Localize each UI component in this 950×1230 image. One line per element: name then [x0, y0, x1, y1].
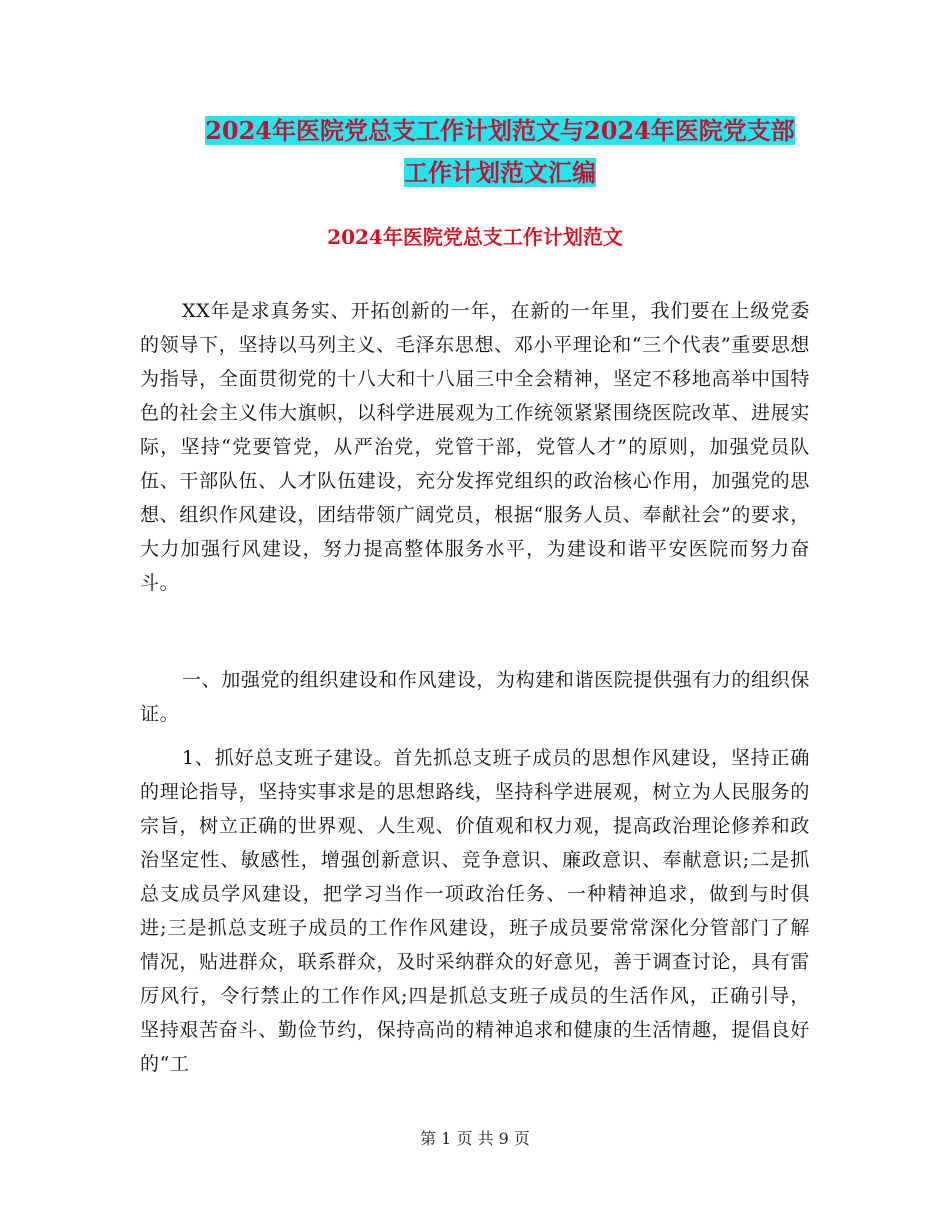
title-highlight-2: 工作计划范文汇编 — [404, 158, 596, 187]
title-highlight-1: 2024年医院党总支工作计划范文与2024年医院党支部 — [205, 116, 795, 145]
paragraph-text: 一、加强党的组织建设和作风建设，为构建和谐医院提供强有力的组织保证。 — [140, 669, 810, 725]
page-footer: 第 1 页 共 9 页 — [420, 1129, 530, 1148]
section-title: 2024年医院党总支工作计划范文 — [327, 225, 623, 249]
body-paragraph-heading-1 — [140, 663, 810, 731]
body-paragraph-item-1 — [140, 741, 810, 1081]
document-title-line-1 — [100, 113, 900, 149]
document-title-line-2 — [100, 155, 900, 191]
body-paragraph-intro — [140, 294, 810, 600]
paragraph-text: XX年是求真务实、开拓创新的一年，在新的一年里，我们要在上级党委的领导下，坚持以马列主义、毛泽东思想、邓小平理论和“三个代表”重要思想为指导，全面贯彻党的十八大和十八届三中全会精神，坚定不移地高举中国特色的社会主义伟大旗帜，以科学进展观为工作统领紧紧围绕医院改革、进展实际，坚持“党要管党，从严治党，党管干部，党管人才”的原则，加强党员队伍、干部队伍、人才队伍建设，充分发挥党组织的政治核心作用，加强党的思想、组织作风建设，团结带领广阔党员，根据“服务人员、奉献社会”的要求，大力加强行风建设，努力提高整体服务水平，为建设和谐平安医院而努力奋斗。 — [140, 300, 810, 594]
paragraph-text: 1、抓好总支班子建设。首先抓总支班子成员的思想作风建设，坚持正确的理论指导，坚持实事求是的思想路线，坚持科学进展观，树立为人民服务的宗旨，树立正确的世界观、人生观、价值观和权力观，提高政治理论修养和政治坚定性、敏感性，增强创新意识、竞争意识、廉政意识、奉献意识;二是抓总支成员学风建设，把学习当作一项政治任务、一种精神追求，做到与时俱进;三是抓总支班子成员的工作作风建设，班子成员要常常深化分管部门了解情况，贴进群众，联系群众，及时采纳群众的好意见，善于调查讨论，具有雷厉风行，令行禁止的工作作风;四是抓总支班子成员的生活作风，正确引导，坚持艰苦奋斗、勤俭节约，保持高尚的精神追求和健康的生活情趣，提倡良好的“工 — [140, 747, 810, 1075]
